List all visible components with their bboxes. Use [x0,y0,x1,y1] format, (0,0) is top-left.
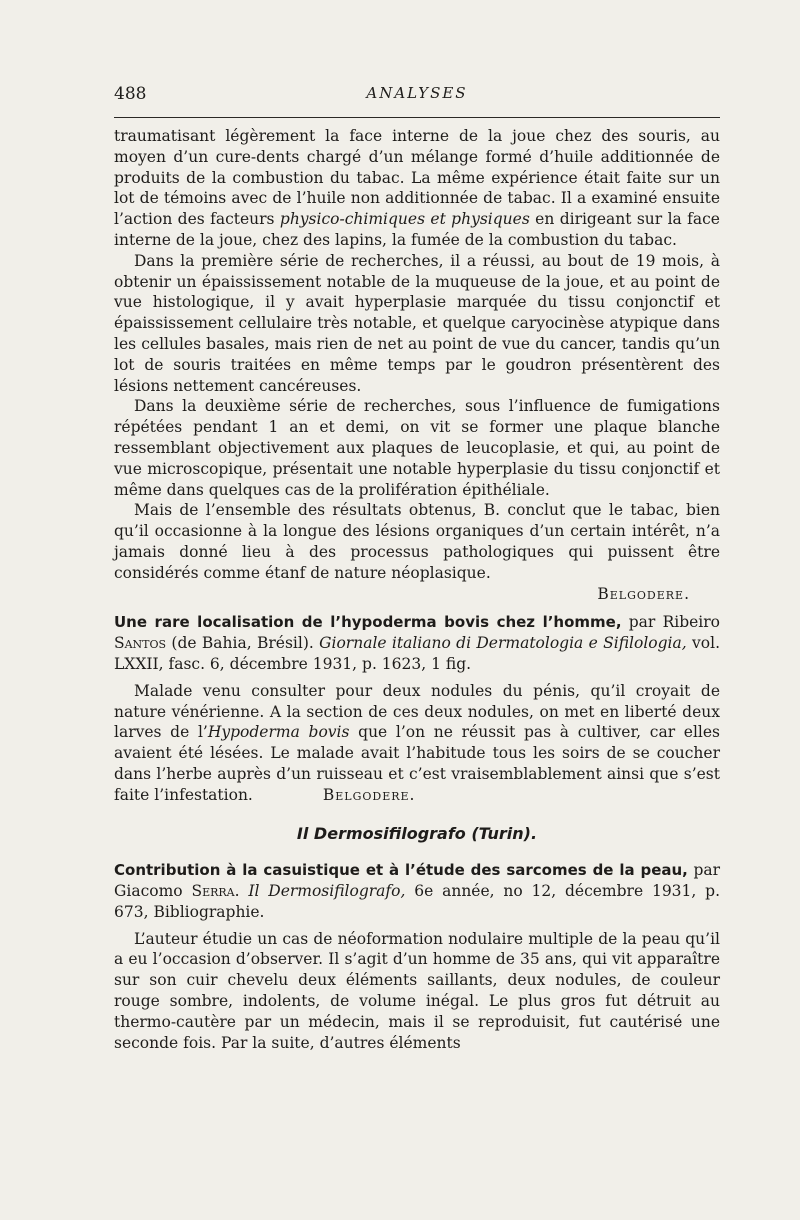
article-title: Une rare localisation de l’hypoderma bovis chez l’homme, [114,613,622,632]
article-title: Contribution à la casuistique et à l’étude des sarcomes de la peau, [114,861,688,880]
author-name: Serra [191,882,235,901]
paragraph: traumatisant légèrement la face interne de la joue chez des souris, au moyen d’un cure-dents chargé d’un mélange formé d’huile additionnée de produits de la combustion du tabac. La même expérience était faite sur un lot de témoins avec de l’huile non additionnée de tabac. Il a examiné ensuite l’action des facteurs physico-chimiques et physiques en dirigeant sur la face interne de la joue, chez des lapins, la fumée de la combustion du tabac. [114,127,720,249]
header-rule [114,117,720,118]
author-signature: Belgodere. [597,584,690,603]
journal-name: Il Dermosifilografo, [248,882,406,901]
paragraph: Dans la deuxième série de recherches, sous l’influence de fumigations répétées pendant 1 an et demi, on vit se former une plaque blanche ressemblant objectivement aux plaques de leucoplasie, et qui, au point de vue microscopique, présentait une notable hyperplasie du tissu conjonctif et même dans quelques cas de la prolifération épithéliale. [114,397,720,499]
author-name: Santos [114,634,167,653]
paragraph: Dans la première série de recherches, il a réussi, au bout de 19 mois, à obtenir un épaississement notable de la muqueuse de la joue, et au point de vue histologique, il y avait hyperplasie marquée du tissu conjonctif et épaississement cellulaire très notable, et quelque caryocinèse atypique dans les cellules basales, mais rien de net au point de vue du cancer, tandis qu’un lot de souris traitées en même temps par le goudron présentèrent des lésions nettement cancéreuses. [114,251,720,395]
author-signature: Belgodere. [322,785,416,804]
section-title: Il Dermosifilografo (Turin). [296,823,538,843]
article-citation: Contribution à la casuistique et à l’étude des sarcomes de la peau, par Giacomo Serra. Il Dermosifilografo, 6e année, no 12, décembre 1931, p. 673, Bibliographie. [114,861,721,921]
running-head: ANALYSES [366,84,468,102]
page-number: 488 [114,84,147,104]
journal-name: Giornale italiano di Dermatologia e Sifilologia, [319,634,687,653]
paragraph: Malade venu consulter pour deux nodules du pénis, qu’il croyait de nature vénérienne. A la section de ces deux nodules, on met en liberté deux larves de l’Hypoderma bovis que l’on ne réussit pas à cultiver, car elles avaient été lésées. Le malade avait l’habitude tous les soirs de se coucher dans l’herbe auprès d’un ruisseau et c’est vraisemblablement ainsi que s’est faite l’infestation. Belgodere. [114,681,721,804]
page-header [114,84,720,108]
paragraph: Mais de l’ensemble des résultats obtenus, B. conclut que le tabac, bien qu’il occasionne à la longue des lésions organiques d’un certain intérêt, n’a jamais donné lieu à des processus pathologiques qui puissent être considérés comme étanf de nature néoplasique. [114,501,720,582]
paragraph: L’auteur étudie un cas de néoformation nodulaire multiple de la peau qu’il a eu l’occasion d’observer. Il s’agit d’un homme de 35 ans, qui vit apparaître sur son cuir chevelu deux éléments saillants, deux nodules, de couleur rouge sombre, indolents, de volume inégal. Le plus gros fut détruit au thermo-cautère par un médecin, mais il se reproduisit, fut cautérisé une seconde fois. Par la suite, d’autres éléments [114,929,720,1052]
italic-phrase: physico-chimiques et physiques [279,210,530,229]
page-body [114,126,720,1053]
article-citation: Une rare localisation de l’hypoderma bovis chez l’homme, par Ribeiro Santos (de Bahia, Brésil). Giornale italiano di Dermatologia e Sifilologia, vol. LXXII, fasc. 6, décembre 1931, p. 1623, 1 fig. [114,613,720,673]
italic-phrase: Hypoderma bovis [207,723,350,742]
